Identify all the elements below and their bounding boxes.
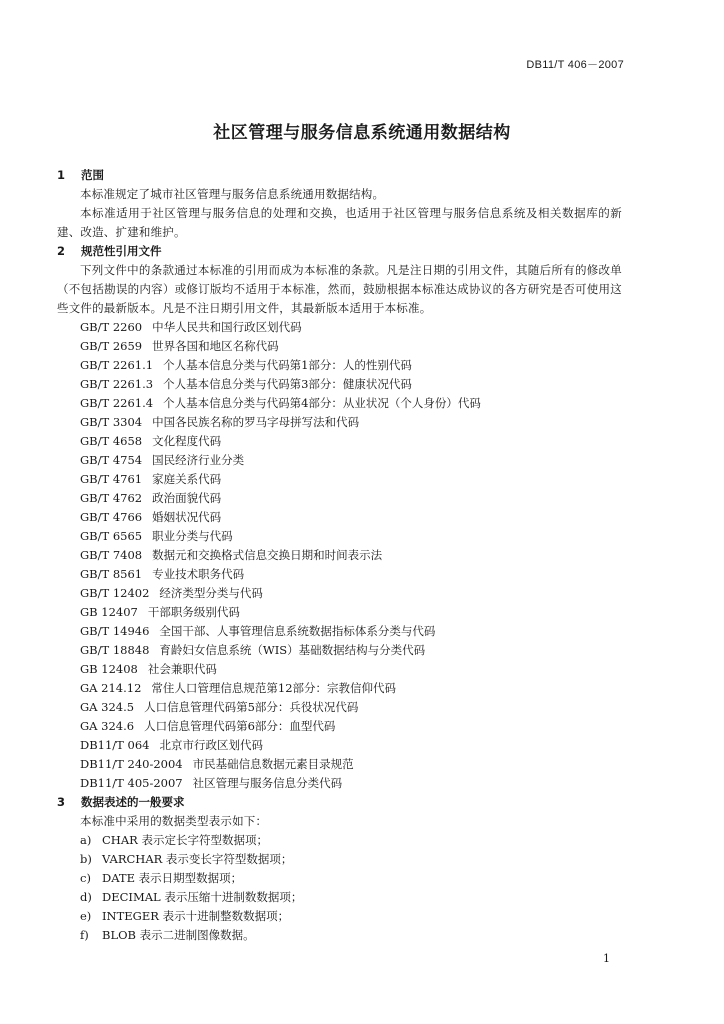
reference-code: GB/T 2261.4 <box>80 396 154 410</box>
reference-code: GB/T 12402 <box>80 586 150 600</box>
list-marker: c) <box>80 871 91 885</box>
reference-code: GB/T 4762 <box>80 491 143 505</box>
data-type-text: DECIMAL 表示压缩十进制数数据项； <box>102 890 303 904</box>
paragraph: 本标准规定了城市社区管理与服务信息系统通用数据结构。 <box>80 187 385 201</box>
reference-name: 婚姻状况代码 <box>152 510 222 524</box>
section-number: 2 <box>57 244 66 258</box>
reference-name: 中国各民族名称的罗马字母拼写法和代码 <box>152 415 360 429</box>
reference-code: GB/T 4761 <box>80 472 143 486</box>
list-marker: f) <box>80 928 89 942</box>
section-title: 规范性引用文件 <box>81 244 162 258</box>
reference-code: GB 12408 <box>80 662 138 676</box>
reference-name: 世界各国和地区名称代码 <box>152 339 279 353</box>
reference-name: 家庭关系代码 <box>152 472 222 486</box>
reference-item <box>57 755 622 774</box>
data-type-item <box>57 850 622 869</box>
reference-name: 个人基本信息分类与代码第4部分：从业状况（个人身份）代码 <box>163 396 481 410</box>
reference-item <box>57 508 622 527</box>
reference-code: GB/T 4766 <box>80 510 143 524</box>
reference-item <box>57 774 622 793</box>
paragraph: 下列文件中的条款通过本标准的引用而成为本标准的条款。凡是注日期的引用文件，其随后所有的修改单（不包括勘误的内容）或修订版均不适用于本标准，然而，鼓励根据本标准达成协议的各方研究是否可使用这些文件的最新版本。凡是不注日期引用文件，其最新版本适用于本标准。 <box>57 263 622 315</box>
reference-item <box>57 337 622 356</box>
section-title: 数据表述的一般要求 <box>81 795 185 809</box>
list-marker: d) <box>80 890 92 904</box>
reference-name: 政治面貌代码 <box>152 491 222 505</box>
reference-item <box>57 603 622 622</box>
reference-name: 社会兼职代码 <box>147 662 217 676</box>
reference-name: 人口信息管理代码第6部分：血型代码 <box>144 719 336 733</box>
reference-item <box>57 318 622 337</box>
data-type-item <box>57 907 622 926</box>
reference-code: GB/T 7408 <box>80 548 143 562</box>
reference-code: GB/T 2261.1 <box>80 358 154 372</box>
paragraph: 本标准适用于社区管理与服务信息的处理和交换，也适用于社区管理与服务信息系统及相关数据库的新建、改造、扩建和维护。 <box>57 206 622 239</box>
reference-name: 北京市行政区划代码 <box>159 738 263 752</box>
reference-name: 国民经济行业分类 <box>152 453 245 467</box>
reference-item <box>57 413 622 432</box>
reference-item <box>57 527 622 546</box>
reference-item <box>57 736 622 755</box>
data-type-item <box>57 831 622 850</box>
reference-code: GB/T 2659 <box>80 339 143 353</box>
reference-name: 常住人口管理信息规范第12部分：宗教信仰代码 <box>151 681 397 695</box>
reference-name: 数据元和交换格式信息交换日期和时间表示法 <box>152 548 383 562</box>
reference-name: 全国干部、人事管理信息系统数据指标体系分类与代码 <box>159 624 436 638</box>
data-type-text: VARCHAR 表示变长字符型数据项； <box>102 852 293 866</box>
reference-code: GB/T 4754 <box>80 453 143 467</box>
reference-code: DB11/T 240-2004 <box>80 757 183 771</box>
data-type-item <box>57 869 622 888</box>
reference-name: 中华人民共和国行政区划代码 <box>152 320 302 334</box>
reference-code: GB/T 2260 <box>80 320 143 334</box>
section-number: 1 <box>57 168 66 182</box>
reference-name: 文化程度代码 <box>152 434 222 448</box>
reference-code: GB 12407 <box>80 605 138 619</box>
reference-item <box>57 489 622 508</box>
list-marker: e) <box>80 909 92 923</box>
reference-code: GB/T 6565 <box>80 529 143 543</box>
reference-code: DB11/T 405-2007 <box>80 776 183 790</box>
reference-name: 职业分类与代码 <box>152 529 233 543</box>
reference-item <box>57 660 622 679</box>
reference-code: GB/T 4658 <box>80 434 143 448</box>
reference-name: 育龄妇女信息系统（WIS）基础数据结构与分类代码 <box>159 643 426 657</box>
reference-code: GB/T 8561 <box>80 567 143 581</box>
reference-code: GB/T 3304 <box>80 415 143 429</box>
reference-name: 干部职务级别代码 <box>147 605 240 619</box>
paragraph: 本标准中采用的数据类型表示如下： <box>80 814 268 828</box>
reference-item <box>57 375 622 394</box>
page-number: 1 <box>603 952 610 965</box>
reference-code: GB/T 2261.3 <box>80 377 154 391</box>
data-type-list <box>57 831 622 945</box>
section-number: 3 <box>57 795 66 809</box>
reference-name: 个人基本信息分类与代码第1部分：人的性别代码 <box>163 358 412 372</box>
section-heading-scope <box>57 166 622 185</box>
document-title: 社区管理与服务信息系统通用数据结构 <box>213 123 511 143</box>
data-type-text: INTEGER 表示十进制整数数据项； <box>102 909 290 923</box>
reference-code: DB11/T 064 <box>80 738 150 752</box>
reference-item <box>57 717 622 736</box>
reference-name: 市民基础信息数据元素目录规范 <box>192 757 354 771</box>
reference-name: 个人基本信息分类与代码第3部分：健康状况代码 <box>163 377 412 391</box>
reference-code: GB/T 14946 <box>80 624 150 638</box>
reference-list <box>57 318 622 793</box>
reference-item <box>57 679 622 698</box>
reference-name: 经济类型分类与代码 <box>159 586 263 600</box>
document-code: DB11/T 406－2007 <box>526 59 624 71</box>
reference-item <box>57 546 622 565</box>
reference-code: GB/T 18848 <box>80 643 150 657</box>
section-heading-normative-references <box>57 242 622 261</box>
data-type-item <box>57 888 622 907</box>
list-marker: a) <box>80 833 92 847</box>
reference-item <box>57 451 622 470</box>
reference-name: 人口信息管理代码第5部分：兵役状况代码 <box>144 700 359 714</box>
reference-name: 社区管理与服务信息分类代码 <box>192 776 343 790</box>
reference-item <box>57 584 622 603</box>
reference-item <box>57 394 622 413</box>
reference-item <box>57 470 622 489</box>
reference-name: 专业技术职务代码 <box>152 567 245 581</box>
section-heading-data-requirements <box>57 793 622 812</box>
data-type-text: DATE 表示日期型数据项； <box>102 871 243 885</box>
section-title: 范围 <box>81 168 104 182</box>
data-type-item <box>57 926 622 945</box>
data-type-text: CHAR 表示定长字符型数据项； <box>102 833 268 847</box>
reference-item <box>57 565 622 584</box>
reference-item <box>57 698 622 717</box>
reference-code: GA 214.12 <box>80 681 142 695</box>
reference-code: GA 324.6 <box>80 719 135 733</box>
list-marker: b) <box>80 852 92 866</box>
reference-code: GA 324.5 <box>80 700 135 714</box>
document-body <box>57 166 622 945</box>
reference-item <box>57 622 622 641</box>
data-type-text: BLOB 表示二进制图像数据。 <box>102 928 255 942</box>
reference-item <box>57 356 622 375</box>
reference-item <box>57 641 622 660</box>
reference-item <box>57 432 622 451</box>
